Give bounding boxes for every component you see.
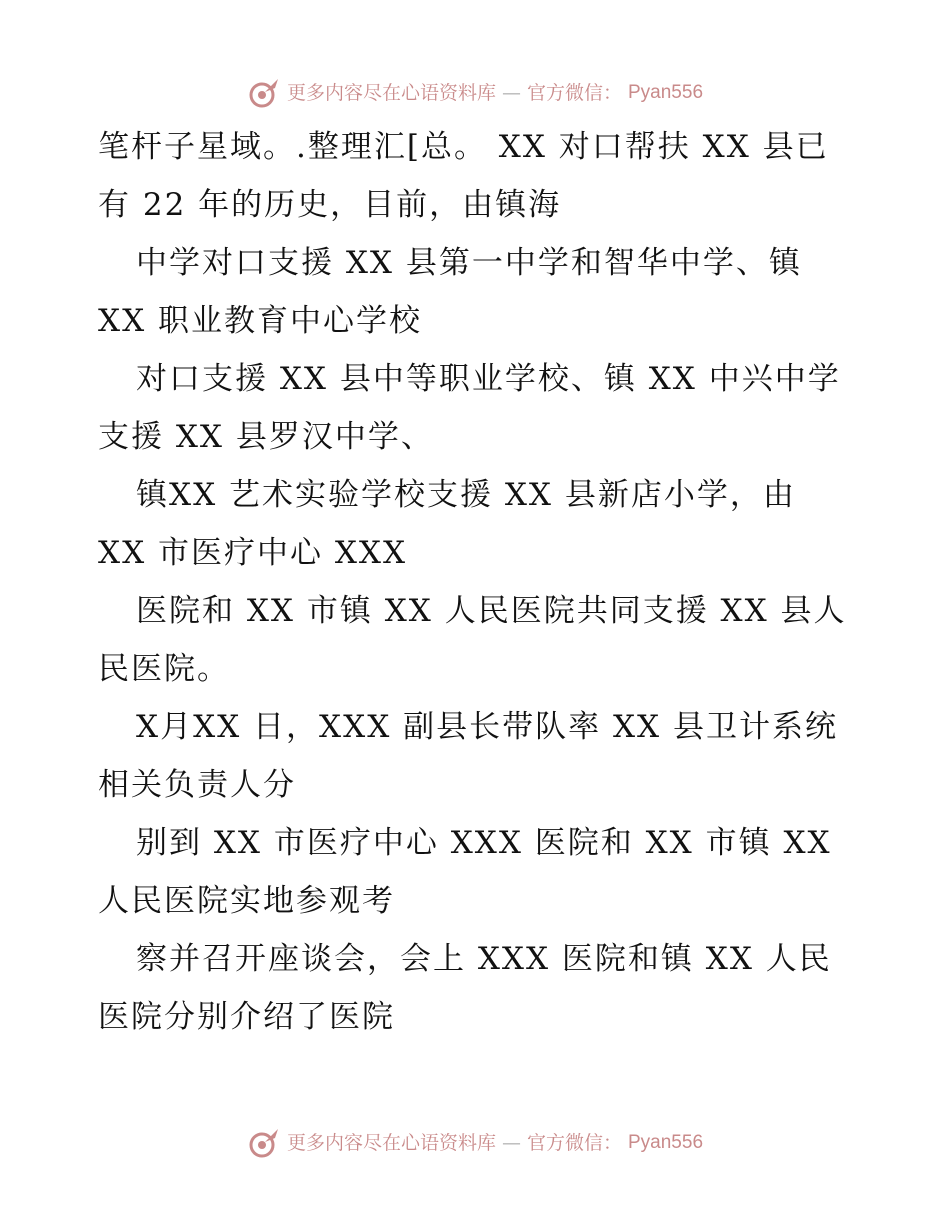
quill-seal-icon — [247, 76, 281, 110]
text-line-16: 医院分别介绍了医院 — [98, 999, 395, 1035]
text-line-12: 相关负责人分 — [98, 767, 296, 803]
watermark-wechat-id: Pyan556 — [628, 82, 704, 103]
text-line-14: 人民医院实地参观考 — [98, 883, 395, 919]
text-line-6: 支援 XX 县罗汉中学、 — [98, 419, 434, 455]
text-line-4: XX 职业教育中心学校 — [98, 303, 422, 339]
watermark-contact-label: 官方微信： — [526, 1132, 622, 1154]
text-line-5: 对口支援 XX 县中等职业学校、镇 XX 中兴中学 — [136, 361, 841, 397]
quill-seal-icon — [247, 1126, 281, 1160]
watermark-brand: 更多内容尽在心语资料库 — [286, 1132, 496, 1154]
watermark-wechat-id: Pyan556 — [628, 1132, 704, 1153]
header-watermark — [0, 76, 950, 110]
text-line-10: 民医院。 — [98, 651, 230, 687]
text-line-3: 中学对口支援 XX 县第一中学和智华中学、镇 — [136, 245, 802, 281]
text-line-15: 察并召开座谈会，会上 XXX 医院和镇 XX 人民 — [136, 941, 832, 977]
text-line-13: 别到 XX 市医疗中心 XXX 医院和 XX 市镇 XX — [136, 825, 832, 861]
watermark-separator: — — [501, 82, 521, 104]
text-line-2: 有 22 年的历史，目前，由镇海 — [98, 187, 562, 223]
footer-watermark — [0, 1126, 950, 1160]
watermark-separator: — — [501, 1132, 521, 1154]
text-line-11: X月XX 日，XXX 副县长带队率 XX 县卫计系统 — [136, 709, 838, 745]
document-body — [98, 118, 868, 1046]
text-line-8: XX 市医疗中心 XXX — [98, 535, 408, 571]
watermark-contact-label: 官方微信： — [526, 82, 622, 104]
text-line-7: 镇XX 艺术实验学校支援 XX 县新店小学，由 — [136, 477, 796, 513]
watermark-brand: 更多内容尽在心语资料库 — [286, 82, 496, 104]
text-line-9: 医院和 XX 市镇 XX 人民医院共同支援 XX 县人 — [136, 593, 847, 629]
text-line-1: 笔杆子星域。.整理汇[总。 XX 对口帮扶 XX 县已 — [98, 129, 829, 165]
